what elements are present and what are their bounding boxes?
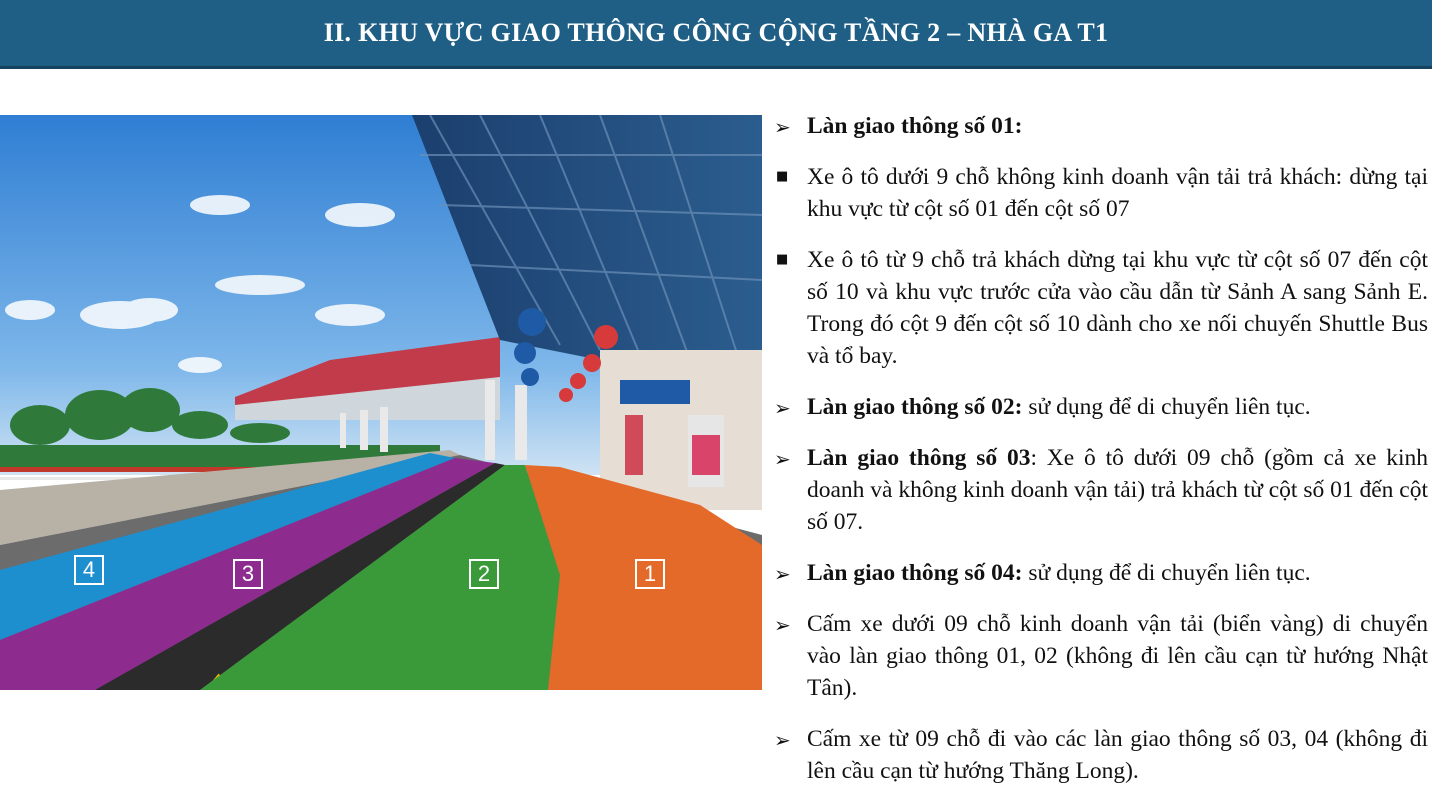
item-text: Cấm xe dưới 09 chỗ kinh doanh vận tải (biển vàng) di chuyển vào làn giao thông 01, 02 (không đi lên cầu cạn từ hướng Nhật Tân). [807,611,1428,701]
item-text: Xe ô tô dưới 9 chỗ không kinh doanh vận tải trả khách: dừng tại khu vực từ cột số 01 đến cột số 07 [807,164,1428,222]
list-item-ban-large [770,723,1428,787]
square-bullet-icon: ■ [776,252,789,267]
item-text: sử dụng để di chuyển liên tục. [1022,560,1311,586]
lane-2-label: 2 [477,561,491,586]
item-heading: Làn giao thông số 01: [807,113,1023,139]
lane-1-label: 1 [643,561,657,586]
item-heading: Làn giao thông số 02: [807,394,1023,420]
item-text: Cấm xe từ 09 chỗ đi vào các làn giao thông số 03, 04 (không đi lên cầu cạn từ hướng Thăng Long). [807,726,1428,784]
lane-3-badge [233,559,263,589]
terminal-illustration [0,115,762,690]
item-text: sử dụng để di chuyển liên tục. [1022,394,1311,420]
lane-2-badge [469,559,499,589]
page-title: II. KHU VỰC GIAO THÔNG CÔNG CỘNG TẦNG 2 – NHÀ GA T1 [323,18,1109,47]
list-item-lane-03 [770,442,1428,538]
lane-3-label: 3 [241,561,255,586]
list-item-under-9-seats [770,161,1428,225]
arrow-bullet-icon: ➢ [774,115,791,139]
list-item-lane-04 [770,557,1428,589]
item-heading: Làn giao thông số 04: [807,560,1023,586]
lane-4-badge [74,555,104,585]
arrow-bullet-icon: ➢ [774,447,791,471]
lane-1-badge [635,559,665,589]
arrow-bullet-icon: ➢ [774,396,791,420]
terminal-lanes-photo [0,115,762,690]
item-text: Xe ô tô từ 9 chỗ trả khách dừng tại khu vực từ cột số 07 đến cột số 10 và khu vực trước cửa vào cầu dẫn từ Sảnh A sang Sảnh E. Trong đó cột 9 đến cột số 10 dành cho xe nối chuyến Shuttle Bus và tổ bay. [807,247,1428,369]
list-item-lane-01 [770,110,1428,142]
item-heading: Làn giao thông số 03 [807,445,1031,471]
arrow-bullet-icon: ➢ [774,562,791,586]
lane-4-label: 4 [82,557,96,582]
arrow-bullet-icon: ➢ [774,613,791,637]
title-banner [0,0,1432,69]
list-item-lane-02 [770,391,1428,423]
arrow-bullet-icon: ➢ [774,728,791,752]
list-item-ban-commercial [770,608,1428,704]
traffic-rules-list [770,110,1428,787]
item-text: : Xe ô tô dưới 09 chỗ (gồm cả xe kinh doanh và không kinh doanh vận tải) trả khách từ cột số 01 đến cột số 07. [807,445,1428,535]
square-bullet-icon: ■ [776,169,789,184]
list-item-from-9-seats [770,244,1428,372]
